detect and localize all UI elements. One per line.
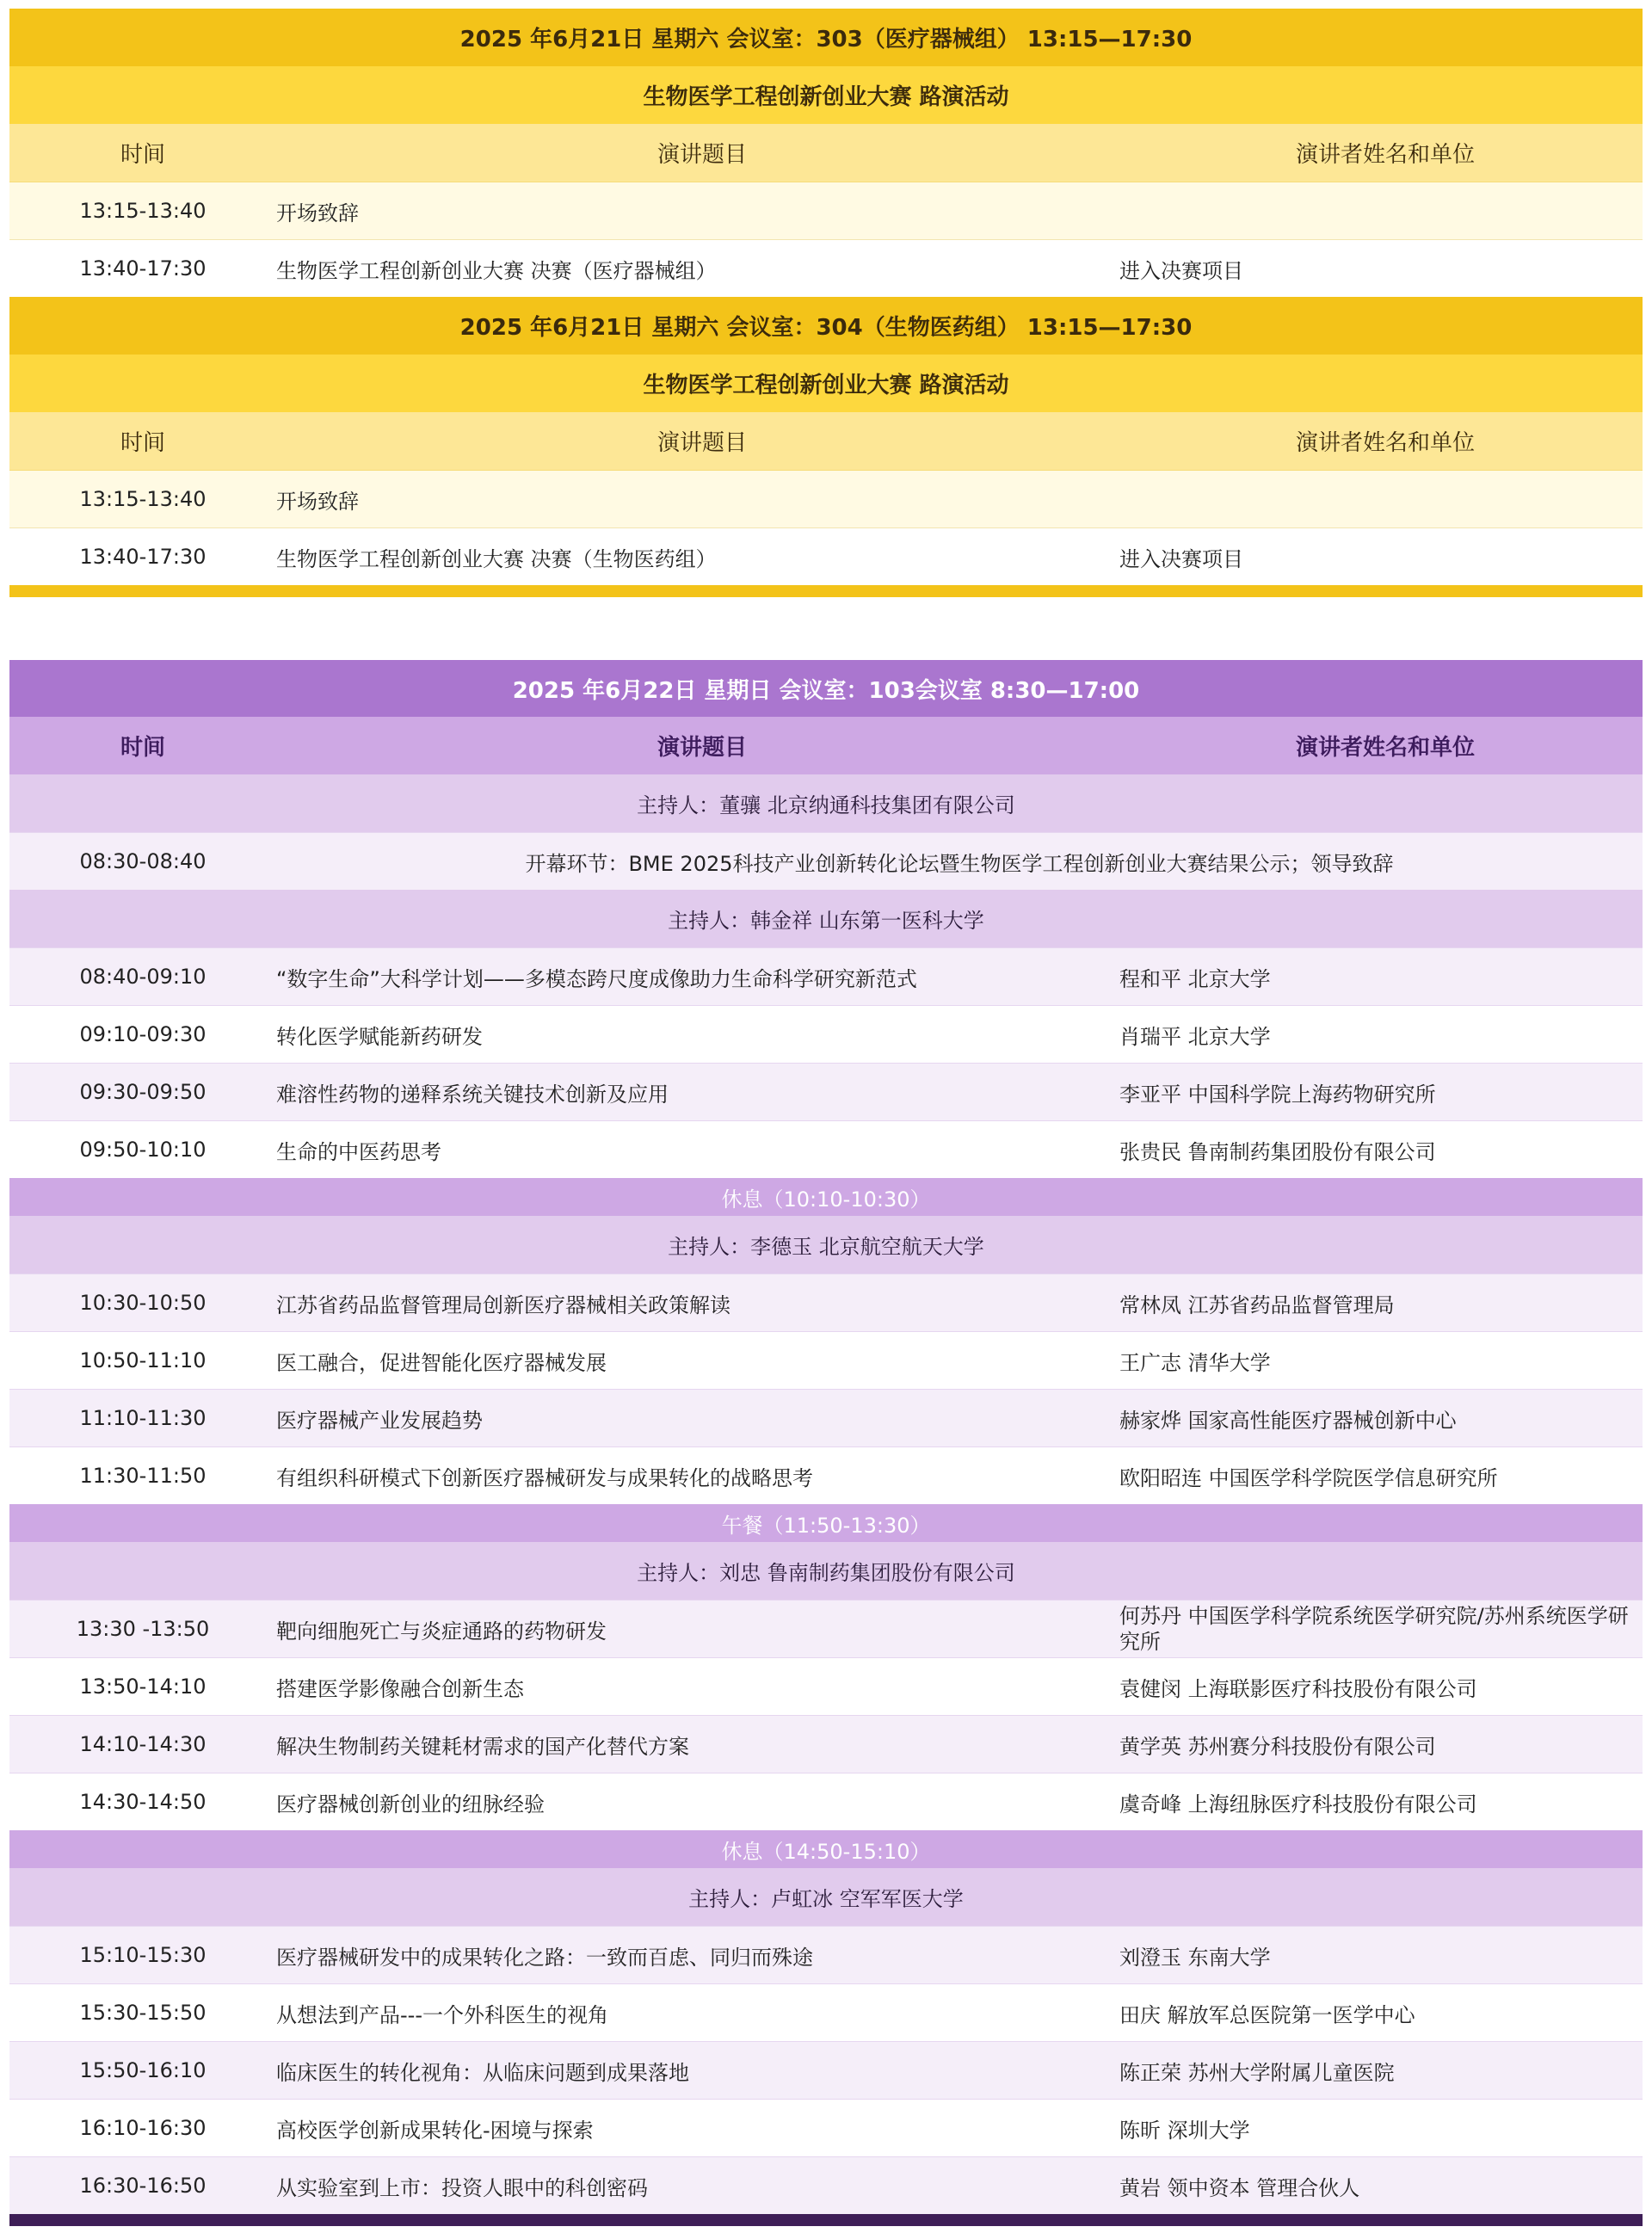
table-row bbox=[9, 1926, 1643, 1983]
session-footer-bar bbox=[9, 585, 1643, 597]
break-text: 休息（14:50-15:10） bbox=[721, 1839, 931, 1864]
row-time: 15:30-15:50 bbox=[79, 2001, 206, 2025]
row-time: 09:50-10:10 bbox=[79, 1138, 206, 1162]
session-footer-bar bbox=[9, 2214, 1643, 2226]
row-topic: 开幕环节：BME 2025科技产业创新转化论坛暨生物医学工程创新创业大赛结果公示；领导致辞 bbox=[525, 851, 1394, 876]
table-row bbox=[9, 470, 1643, 527]
session-103-block bbox=[9, 660, 1643, 2226]
host-row bbox=[9, 1868, 1643, 1926]
row-time: 11:30-11:50 bbox=[79, 1464, 206, 1488]
row-speaker: 张贵民 鲁南制药集团股份有限公司 bbox=[1119, 1139, 1436, 1164]
row-speaker: 常林凤 江苏省药品监督管理局 bbox=[1119, 1292, 1395, 1317]
column-header-row bbox=[9, 717, 1643, 774]
row-speaker: 肖瑞平 北京大学 bbox=[1119, 1024, 1271, 1049]
table-row bbox=[9, 1389, 1643, 1446]
host-row bbox=[9, 774, 1643, 832]
row-time: 09:10-09:30 bbox=[79, 1022, 206, 1046]
table-row bbox=[9, 1446, 1643, 1504]
row-speaker: 程和平 北京大学 bbox=[1119, 966, 1271, 991]
row-topic: 开场致辞 bbox=[276, 200, 359, 225]
table-row bbox=[9, 1600, 1643, 1657]
row-speaker: 黄学英 苏州赛分科技股份有限公司 bbox=[1119, 1734, 1436, 1759]
row-topic: 临床医生的转化视角：从临床问题到成果落地 bbox=[276, 2060, 689, 2085]
table-row bbox=[9, 239, 1643, 297]
column-header-topic: 演讲题目 bbox=[656, 142, 747, 168]
column-header-time: 时间 bbox=[120, 430, 165, 456]
row-speaker: 李亚平 中国科学院上海药物研究所 bbox=[1119, 1082, 1436, 1107]
row-speaker: 何苏丹 中国医学科学院系统医学研究院/苏州系统医学研究所 bbox=[1119, 1604, 1629, 1654]
row-speaker: 进入决赛项目 bbox=[1119, 258, 1243, 283]
column-header-speaker: 演讲者姓名和单位 bbox=[1295, 430, 1475, 456]
row-topic: 搭建医学影像融合创新生态 bbox=[276, 1676, 524, 1701]
table-row bbox=[9, 1120, 1643, 1178]
lunch-row bbox=[9, 1504, 1643, 1542]
column-header-time: 时间 bbox=[120, 735, 165, 761]
column-header-speaker: 演讲者姓名和单位 bbox=[1295, 735, 1475, 761]
row-topic: 生命的中医药思考 bbox=[276, 1139, 441, 1164]
row-topic: 从想法到产品---一个外科医生的视角 bbox=[276, 2002, 608, 2027]
table-row bbox=[9, 1063, 1643, 1120]
row-topic: 转化医学赋能新药研发 bbox=[276, 1024, 483, 1049]
host-text: 主持人：刘忠 鲁南制药集团股份有限公司 bbox=[637, 1561, 1015, 1585]
host-row bbox=[9, 890, 1643, 947]
table-row bbox=[9, 2099, 1643, 2156]
host-text: 主持人：李德玉 北京航空航天大学 bbox=[668, 1235, 984, 1259]
row-time: 10:50-11:10 bbox=[79, 1348, 206, 1372]
row-time: 13:15-13:40 bbox=[79, 199, 206, 223]
row-speaker: 赫家烨 国家高性能医疗器械创新中心 bbox=[1119, 1408, 1457, 1433]
column-header-speaker: 演讲者姓名和单位 bbox=[1295, 142, 1475, 168]
row-speaker: 虞奇峰 上海纽脉医疗科技股份有限公司 bbox=[1119, 1792, 1477, 1816]
row-time: 10:30-10:50 bbox=[79, 1291, 206, 1315]
table-row bbox=[9, 1657, 1643, 1715]
session-header bbox=[9, 660, 1643, 717]
table-row bbox=[9, 832, 1643, 890]
host-text: 主持人：卢虹冰 空军军医大学 bbox=[688, 1887, 964, 1911]
table-row bbox=[9, 1331, 1643, 1389]
session-header-text: 2025 年6月22日 星期日 会议室：103会议室 8:30—17:00 bbox=[512, 677, 1140, 704]
row-speaker: 袁健闵 上海联影医疗科技股份有限公司 bbox=[1119, 1676, 1477, 1701]
lunch-text: 午餐（11:50-13:30） bbox=[721, 1513, 931, 1538]
row-time: 13:40-17:30 bbox=[79, 545, 206, 569]
host-row bbox=[9, 1542, 1643, 1600]
row-time: 13:40-17:30 bbox=[79, 256, 206, 281]
row-speaker bbox=[1119, 182, 1643, 239]
row-topic: 生物医学工程创新创业大赛 决赛（生物医药组） bbox=[276, 546, 717, 571]
session-header-text: 2025 年6月21日 星期六 会议室：303（医疗器械组） 13:15—17:30 bbox=[459, 27, 1193, 52]
session-title-bar bbox=[9, 66, 1643, 124]
row-speaker: 进入决赛项目 bbox=[1119, 546, 1243, 571]
session-header bbox=[9, 297, 1643, 355]
row-time: 14:10-14:30 bbox=[79, 1732, 206, 1756]
session-header bbox=[9, 9, 1643, 66]
row-topic: 医疗器械创新创业的纽脉经验 bbox=[276, 1792, 545, 1816]
row-speaker: 黄岩 领中资本 管理合伙人 bbox=[1119, 2175, 1360, 2200]
break-text: 休息（10:10-10:30） bbox=[721, 1187, 931, 1212]
row-time: 15:10-15:30 bbox=[79, 1943, 206, 1967]
host-row bbox=[9, 1216, 1643, 1274]
table-row bbox=[9, 527, 1643, 585]
row-time: 15:50-16:10 bbox=[79, 2058, 206, 2082]
table-row bbox=[9, 2156, 1643, 2214]
column-header-time: 时间 bbox=[120, 142, 165, 168]
row-topic: 医工融合，促进智能化医疗器械发展 bbox=[276, 1350, 607, 1375]
row-topic: 江苏省药品监督管理局创新医疗器械相关政策解读 bbox=[276, 1292, 730, 1317]
row-speaker: 陈昕 深圳大学 bbox=[1119, 2118, 1250, 2143]
session-title: 生物医学工程创新创业大赛 路演活动 bbox=[643, 373, 1009, 398]
row-speaker: 欧阳昭连 中国医学科学院医学信息研究所 bbox=[1119, 1465, 1498, 1490]
table-row bbox=[9, 182, 1643, 239]
host-text: 主持人：董骧 北京纳通科技集团有限公司 bbox=[637, 793, 1015, 817]
row-time: 11:10-11:30 bbox=[79, 1406, 206, 1430]
session-title: 生物医学工程创新创业大赛 路演活动 bbox=[643, 84, 1009, 110]
session-303-block bbox=[9, 9, 1643, 297]
row-time: 13:50-14:10 bbox=[79, 1675, 206, 1699]
row-topic: “数字生命”大科学计划——多模态跨尺度成像助力生命科学研究新范式 bbox=[276, 966, 917, 991]
row-time: 08:40-09:10 bbox=[79, 965, 206, 989]
row-time: 16:30-16:50 bbox=[79, 2174, 206, 2198]
column-header-topic: 演讲题目 bbox=[656, 735, 747, 761]
row-time: 16:10-16:30 bbox=[79, 2116, 206, 2140]
break-row bbox=[9, 1178, 1643, 1216]
row-topic: 难溶性药物的递释系统关键技术创新及应用 bbox=[276, 1082, 669, 1107]
host-text: 主持人：韩金祥 山东第一医科大学 bbox=[668, 909, 984, 933]
session-304-block bbox=[9, 297, 1643, 597]
row-speaker: 刘澄玉 东南大学 bbox=[1119, 1945, 1271, 1970]
table-row bbox=[9, 1274, 1643, 1331]
row-time: 09:30-09:50 bbox=[79, 1080, 206, 1104]
row-time: 13:15-13:40 bbox=[79, 487, 206, 511]
row-speaker: 王广志 清华大学 bbox=[1119, 1350, 1271, 1375]
row-time: 14:30-14:50 bbox=[79, 1790, 206, 1814]
row-time: 08:30-08:40 bbox=[79, 849, 206, 873]
table-row bbox=[9, 1715, 1643, 1773]
table-row bbox=[9, 2041, 1643, 2099]
session-title-bar bbox=[9, 355, 1643, 412]
row-topic: 生物医学工程创新创业大赛 决赛（医疗器械组） bbox=[276, 258, 717, 283]
column-header-topic: 演讲题目 bbox=[656, 430, 747, 456]
table-row bbox=[9, 1773, 1643, 1830]
row-topic: 从实验室到上市：投资人眼中的科创密码 bbox=[276, 2175, 648, 2200]
table-row bbox=[9, 947, 1643, 1005]
session-header-text: 2025 年6月21日 星期六 会议室：304（生物医药组） 13:15—17:30 bbox=[459, 315, 1193, 341]
row-topic: 高校医学创新成果转化-困境与探索 bbox=[276, 2118, 594, 2143]
row-topic: 开场致辞 bbox=[276, 489, 359, 514]
row-topic: 医疗器械研发中的成果转化之路：一致而百虑、同归而殊途 bbox=[276, 1945, 813, 1970]
row-time: 13:30 -13:50 bbox=[76, 1617, 210, 1641]
row-speaker: 田庆 解放军总医院第一医学中心 bbox=[1119, 2002, 1415, 2027]
table-row bbox=[9, 1983, 1643, 2041]
column-header-row bbox=[9, 124, 1643, 182]
break-row bbox=[9, 1830, 1643, 1868]
row-speaker: 陈正荣 苏州大学附属儿童医院 bbox=[1119, 2060, 1395, 2085]
table-row bbox=[9, 1005, 1643, 1063]
row-topic: 医疗器械产业发展趋势 bbox=[276, 1408, 483, 1433]
row-topic: 有组织科研模式下创新医疗器械研发与成果转化的战略思考 bbox=[276, 1465, 813, 1490]
row-topic: 靶向细胞死亡与炎症通路的药物研发 bbox=[276, 1619, 607, 1644]
column-header-row bbox=[9, 412, 1643, 470]
row-speaker bbox=[1119, 471, 1643, 527]
row-topic: 解决生物制药关键耗材需求的国产化替代方案 bbox=[276, 1734, 689, 1759]
